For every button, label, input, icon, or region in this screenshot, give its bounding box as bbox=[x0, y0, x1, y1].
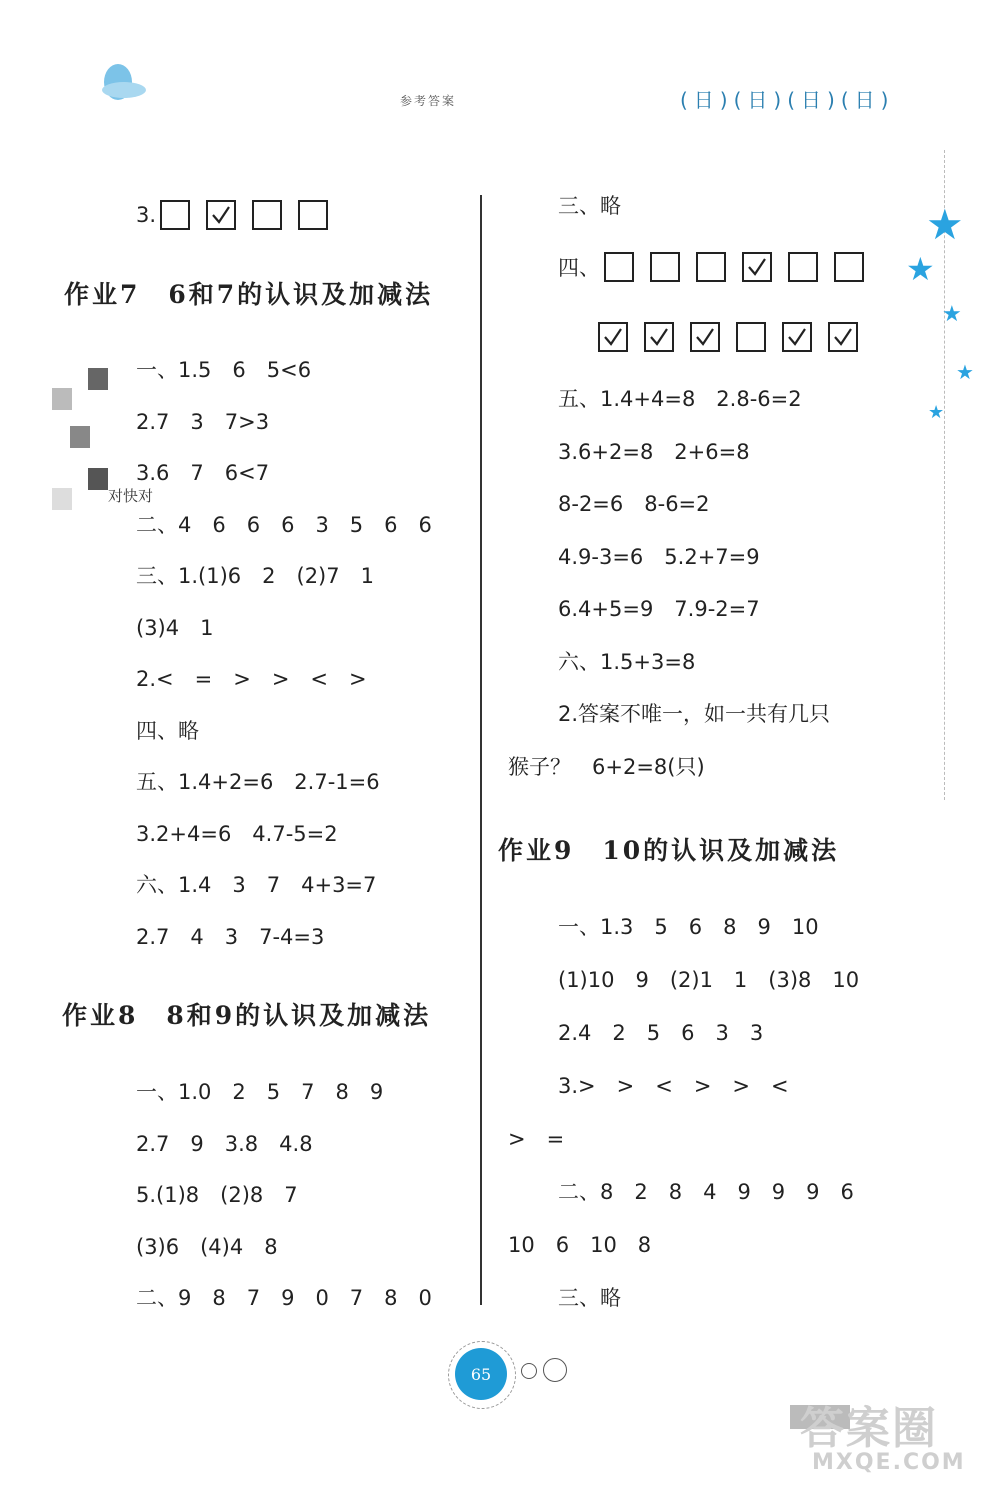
star-icon: ★ bbox=[956, 360, 974, 384]
answer-line: 2.答案不唯一，如一共有几只 bbox=[558, 702, 831, 726]
circle-decoration bbox=[521, 1363, 537, 1379]
answer-line: 6.4+5=9 7.9-2=7 bbox=[558, 597, 760, 621]
column-divider bbox=[480, 195, 482, 1305]
answer-line: 二、9 8 7 9 0 7 8 0 bbox=[136, 1286, 432, 1310]
answer-line: 一、1.3 5 6 8 9 10 bbox=[558, 915, 819, 939]
answer-line: 10 6 10 8 bbox=[508, 1233, 652, 1257]
answer-line: 三、略 bbox=[558, 1286, 621, 1310]
answer-line: 3.2+4=6 4.7-5=2 bbox=[136, 821, 338, 846]
answer-line: > = bbox=[508, 1127, 565, 1151]
answer-line: 3.6+2=8 2+6=8 bbox=[558, 439, 750, 464]
check-icon bbox=[694, 326, 716, 348]
answer-line: 2.7 3 7>3 bbox=[136, 409, 270, 434]
overlay-text: 对快对 bbox=[108, 487, 154, 505]
answer-line: 二、8 2 8 4 9 9 9 6 bbox=[558, 1180, 854, 1204]
answer-line: 六、1.4 3 7 4+3=7 bbox=[136, 873, 377, 897]
empty-box bbox=[252, 200, 282, 230]
answer-line: 5.(1)8 (2)8 7 bbox=[136, 1183, 298, 1207]
checked-box bbox=[690, 322, 720, 352]
check-icon bbox=[786, 326, 808, 348]
answer-line: 一、1.5 6 5<6 bbox=[136, 358, 312, 382]
answer-line: 一、1.0 2 5 7 8 9 bbox=[136, 1080, 384, 1104]
answer-line: 2.7 9 3.8 4.8 bbox=[136, 1131, 313, 1156]
empty-box bbox=[604, 252, 634, 282]
empty-box bbox=[788, 252, 818, 282]
star-icon: ★ bbox=[926, 200, 964, 249]
checked-box bbox=[828, 322, 858, 352]
empty-box bbox=[696, 252, 726, 282]
answer-line: (3)4 1 bbox=[136, 615, 214, 640]
answer-line: 8-2=6 8-6=2 bbox=[558, 492, 710, 516]
answer-line: 4.9-3=6 5.2+7=9 bbox=[558, 544, 760, 569]
check-icon bbox=[648, 326, 670, 348]
checked-box bbox=[782, 322, 812, 352]
empty-box bbox=[160, 200, 190, 230]
logo-icon bbox=[96, 60, 152, 106]
check-icon bbox=[746, 256, 768, 278]
answer-line: 五、1.4+4=8 2.8-6=2 bbox=[558, 387, 802, 411]
blur-patch bbox=[88, 368, 108, 390]
empty-box bbox=[736, 322, 766, 352]
q4-answer-boxes-row2 bbox=[598, 322, 874, 352]
answer-line: 四、略 bbox=[136, 718, 199, 743]
answer-line: 三、1.(1)6 2 (2)7 1 bbox=[136, 564, 374, 588]
answer-line: 猴子？ 6+2=8(只) bbox=[508, 754, 705, 779]
watermark-logo: 答案圈 bbox=[800, 1403, 938, 1454]
q4-answer-boxes-row1 bbox=[558, 252, 880, 282]
answer-line: 2.7 4 3 7-4=3 bbox=[136, 924, 325, 949]
answer-line: 3.> > < > > < bbox=[558, 1074, 789, 1098]
page-number: 65 bbox=[455, 1348, 507, 1400]
header-title: 参考答案 bbox=[400, 94, 457, 108]
answer-line: 3.6 7 6<7 bbox=[136, 461, 270, 485]
answer-line: 三、略 bbox=[558, 194, 621, 218]
checked-box bbox=[206, 200, 236, 230]
answer-line: 五、1.4+2=6 2.7-1=6 bbox=[136, 770, 380, 794]
q4-label: 四、 bbox=[558, 256, 600, 280]
answer-line: 六、1.5+3=8 bbox=[558, 649, 696, 674]
section-heading-7: 作业7 6和7的认识及加减法 bbox=[64, 280, 434, 309]
section-heading-9: 作业9 10的认识及加减法 bbox=[498, 836, 840, 865]
watermark-url: MXQE.COM bbox=[812, 1450, 966, 1475]
star-icon: ★ bbox=[906, 250, 935, 288]
star-icon: ★ bbox=[928, 402, 945, 423]
header-decoration: (日)(日)(日)(日) bbox=[680, 88, 895, 112]
answer-line: (3)6 (4)4 8 bbox=[136, 1234, 278, 1259]
check-icon bbox=[832, 326, 854, 348]
circle-decoration bbox=[543, 1358, 567, 1382]
checked-box bbox=[644, 322, 674, 352]
blur-patch bbox=[88, 468, 108, 490]
checked-box bbox=[742, 252, 772, 282]
answer-line: 2.4 2 5 6 3 3 bbox=[558, 1021, 764, 1045]
empty-box bbox=[650, 252, 680, 282]
q3-answer-boxes bbox=[136, 200, 344, 230]
section-heading-8: 作业8 8和9的认识及加减法 bbox=[62, 1001, 432, 1030]
blur-patch bbox=[52, 388, 72, 410]
answer-line: 二、4 6 6 6 3 5 6 6 bbox=[136, 512, 432, 537]
blur-patch bbox=[52, 488, 72, 510]
check-icon bbox=[602, 326, 624, 348]
empty-box bbox=[834, 252, 864, 282]
q3-label: 3. bbox=[136, 203, 157, 227]
blur-patch bbox=[70, 426, 90, 448]
answer-line: 2.< = > > < > bbox=[136, 667, 367, 691]
checked-box bbox=[598, 322, 628, 352]
check-icon bbox=[210, 204, 232, 226]
answer-line: (1)10 9 (2)1 1 (3)8 10 bbox=[558, 968, 860, 992]
empty-box bbox=[298, 200, 328, 230]
star-icon: ★ bbox=[942, 302, 962, 327]
